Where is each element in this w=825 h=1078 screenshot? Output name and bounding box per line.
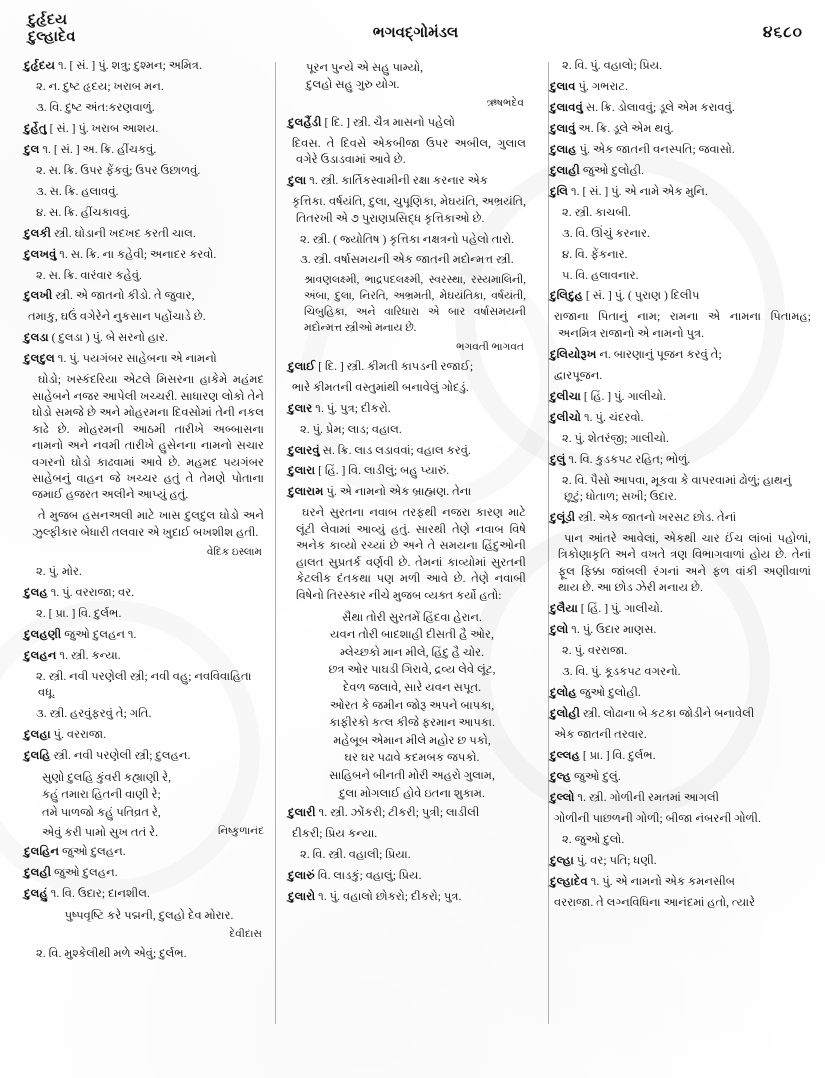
entry-sense: ૨. સ. ક્રિ. ઉપર ફેંકવું; ઉપર ઉછાળવું. — [36, 163, 201, 177]
entry-headword: દુલ્હા — [550, 853, 574, 867]
entry-sense: ૪. વિ. ફેંકનાર. — [562, 247, 628, 261]
entry-headword: દુલાવવું — [550, 100, 583, 114]
entry-sense: ૨. વિ. સ્ત્રી. વહાલી; પ્રિયા. — [300, 848, 411, 862]
entry-headword: દુલહું — [24, 887, 48, 901]
source-citation: ઋષભદેવ — [486, 97, 524, 109]
guideword-last: દુલ્હાદેવ — [28, 29, 76, 46]
entry-continuation: એક જાતની તરવાર. — [554, 727, 647, 741]
dictionary-entry — [24, 748, 264, 764]
entry-headword: દુલડા — [24, 331, 49, 345]
entry-headword: દુલીચો — [550, 410, 582, 424]
entry-sense: ૩. સ્ત્રી. વર્ષાસમયની એક જાતની મદોન્મત્ત સ્ત્રી. — [300, 253, 514, 267]
entry-sense: ૩. વિ. દુષ્ટ અંત:કરણવાળું. — [36, 100, 155, 114]
dictionary-entry — [24, 330, 264, 346]
dictionary-entry — [24, 727, 264, 743]
entry-definition: પું. એ નામનો એક બ્રાહ્મણ. તેના — [323, 485, 472, 499]
entry-headword: દુલહિ — [24, 748, 51, 762]
entry-continuation: રાજાના પિતાનું નામ; રામના એ નામના પિતામહ; અનમિત્ર રાજાનો એ નામનો પુત્ર. — [554, 310, 811, 340]
entry-headword: દુલીચા — [550, 389, 581, 403]
dictionary-entry — [550, 288, 811, 304]
column-1 — [24, 58, 276, 1064]
entry-headword: દુલખી — [24, 289, 53, 303]
entry-definition: પું. વર; પતિ; ધણી. — [573, 853, 657, 867]
entry-sense: ૩. વિ. ઊંચું કરનાર. — [562, 226, 650, 240]
entry-definition: ૧. પું. વહાલો છોકરો; દીકરો; પુત્ર. — [315, 890, 462, 904]
entry-definition: જુઓ દુલહન. — [51, 866, 118, 880]
page-number: ૪૬૮૦ — [762, 24, 803, 41]
verse-quotation — [24, 769, 264, 821]
verse-line: દુલહો સહુ ગુરુ યોગ. — [306, 78, 400, 92]
verse-quotation — [288, 59, 526, 94]
dictionary-entry — [550, 601, 811, 617]
book-title: ભગવદ્‌ગોમંડલ — [372, 25, 459, 41]
entry-definition: ૧. સ્ત્રી. ગોળીની રમતમાં આગલી — [574, 790, 720, 804]
dictionary-entry — [550, 389, 811, 405]
dictionary-entry — [24, 886, 264, 902]
entry-headword: દુલાઈ — [288, 359, 316, 373]
dictionary-entry — [550, 100, 811, 116]
entry-definition: ૧. પું. એ નામનો એક કમનસીબ — [587, 874, 736, 888]
entry-headword: દુલહ — [24, 585, 48, 599]
entry-headword: દુલહન — [24, 648, 57, 662]
entry-definition: ૧. સ્ત્રી. ઝોંકરી; ટીકરી; પુત્રી; લાડીલી — [315, 806, 480, 820]
verse-line: તમે પાળજો કહું પતિવ્રત રે, — [42, 805, 161, 819]
dictionary-entry — [24, 627, 264, 643]
entry-definition: પું. ગભરાટ. — [575, 79, 629, 93]
entry-definition: ૧. પું. ઉદાર માણસ. — [568, 623, 657, 637]
entry-sense: ૩. વિ. પું. કૂડકપટ વગરનો. — [562, 665, 681, 679]
dictionary-entry — [550, 748, 811, 764]
verse-quotation — [288, 609, 526, 803]
entry-headword: દુલારું — [288, 869, 315, 883]
entry-sense: ૨. વિ. પું. વહાલો; પ્રિય. — [562, 59, 663, 72]
dictionary-entry — [24, 226, 264, 242]
entry-headword: દુલારામ — [288, 485, 324, 499]
verse-line: ઓરત કે જમીન જોરૂ અપને બાપકા, — [329, 698, 495, 712]
dictionary-entry — [550, 410, 811, 426]
entry-headword: દુલ્હાદેવ — [550, 874, 588, 888]
entry-sense: ૨. સ્ત્રી. નવી પરણેલી સ્ત્રી; નવી વહુ; નવવિવાહિતા વધૂ. — [36, 669, 252, 700]
entry-headword: દુલિ — [550, 184, 569, 198]
entry-continuation: ગોળીની પાછળની ગોળી; બીજા નંબરની ગોળી. — [554, 811, 761, 825]
dictionary-entry — [288, 463, 526, 479]
dictionary-entry — [550, 347, 811, 363]
entry-headword: દુલારવું — [288, 443, 320, 457]
entry-definition: સ્ત્રી. નવી પરણેલી સ્ત્રી; દુલહન. — [50, 748, 191, 762]
entry-definition: જુઓ દુલોહી. — [579, 163, 645, 177]
entry-headword: દુલહા — [24, 727, 51, 741]
dictionary-entry — [550, 121, 811, 137]
dictionary-entry — [550, 685, 811, 701]
entry-sense: ૨. [ પ્રા. ] વિ. દુર્લભ. — [36, 606, 122, 620]
entry-definition: ૧. વિ. ઉદાર; દાનશીલ. — [47, 887, 150, 901]
entry-definition: ૧. વિ. કુડકપટ રહિત; ભોળું. — [565, 452, 691, 466]
dictionary-entry — [288, 359, 526, 375]
dictionary-entry — [550, 142, 811, 158]
dictionary-entry — [550, 622, 811, 638]
entry-sense: ૫. વિ. હલાવનાર. — [562, 268, 639, 282]
entry-definition: [ હિં. ] વિ. લાડીલું; બહુ પ્યારું. — [315, 464, 450, 478]
entry-headword: દુલું — [550, 452, 566, 466]
dictionary-entry — [24, 351, 264, 367]
verse-line: કહું તમારા હિતની વાણી રે; — [42, 788, 161, 802]
verse-line: મહેબૂબ એમાન મીલે મહોર છ પકો, — [333, 733, 491, 747]
verse-line: દેવળ જલાવે, સારે યવન સપૂત. — [342, 681, 482, 695]
dictionary-entry — [288, 115, 526, 131]
entry-headword: દુલોહી — [550, 707, 581, 720]
entry-headword: દુલખવું — [24, 247, 57, 261]
dictionary-entry — [288, 889, 526, 905]
entry-continuation: દ્વારપૂજન. — [554, 368, 603, 382]
column-container — [24, 58, 811, 1064]
entry-definition: [ પ્રા. ] વિ. દુર્લભ. — [579, 748, 656, 762]
entry-definition: સ. ક્રિ. ડોલાવવું; ડૂલે એમ કરાવવું. — [582, 100, 735, 114]
source-citation: ભગવતી ભાગવત — [456, 341, 524, 353]
entry-headword: દુલાવ — [550, 79, 576, 93]
dictionary-entry — [24, 585, 264, 601]
dictionary-entry — [288, 401, 526, 417]
dictionary-entry — [550, 163, 811, 179]
entry-sense: ૨. સ. ક્રિ. વારંવાર કહેવું. — [36, 268, 142, 282]
entry-definition: ૧. સ્ત્રી. કાર્તિકસ્વામીની રક્ષા કરનાર એક — [306, 174, 488, 188]
entry-headword: દુલકી — [24, 226, 52, 240]
verse-line: દુલા મોગલાઈ હોવે ઇતના શુકામ. — [339, 786, 485, 800]
entry-definition: ૧. [ સં. ] પું. શત્રુ; દુશ્મન; અમિત્ર. — [55, 59, 202, 72]
entry-definition: જુઓ દુલહન. — [59, 845, 126, 859]
entry-continuation: તમાકુ, ઘઉં વગેરેને નુકસાન પહોંચાડે છે. — [28, 310, 206, 324]
verse-line: છત્ર ઓર પાઘડી ગિરાવે, દ્રવ્ય લેવે લૂંટ, — [328, 663, 496, 677]
entry-headword: દુલ્લો — [550, 790, 575, 804]
verse-line: મ્લેચ્છકો માન મીલે, હિંદુ હૈ ચોર. — [340, 645, 484, 659]
dictionary-entry — [550, 510, 811, 526]
entry-continuation: દીકરી; પ્રિય કન્યા. — [292, 827, 378, 841]
source-citation: દેવીદાસ — [229, 928, 262, 940]
guideword-first: દુર્હૃદય — [28, 12, 68, 28]
entry-definition: [ સં. ] પું. ( પુરાણ ) દિલીપ — [583, 289, 700, 303]
dictionary-entry — [288, 484, 526, 500]
entry-headword: દુલહિન — [24, 845, 60, 859]
entry-sense: ૨. વિ. પૈસો આપવા, મૂકવા કે વાપરવામાં ઢોળું; હાથનું છૂટું; ધોતાળ; સખી; ઉદાર. — [562, 473, 792, 504]
entry-headword: દુર્હેતુ — [24, 121, 47, 135]
entry-definition: સ. ક્રિ. લાડ લડાવવાં; વહાલ કરવું. — [319, 443, 471, 457]
entry-headword: દુલાહ — [550, 142, 577, 156]
entry-definition: અ. ક્રિ. ડૂલે એમ થવું. — [575, 121, 674, 135]
entry-paragraph: ઘરને સુરતના નવાબ તરફથી નજરા કારણ માટે લૂંટી લેવામાં આવ્યું હતું. સારથી તેણે નવાબ વિષે અનેક કાવ્યો રચ્યાં છે અને તે સમયના હિંદુઓની હાલત સુપ્રતર્ક વર્ણવી છે. તેમનાં કાવ્યોમાં સુરતની કેટલીક દંતકથા પણ મળી આવે છે. તેણે નવાબી વિષેનો તિરસ્કાર નીચે મુજબ વ્યક્ત કર્યો હતો: — [296, 506, 526, 602]
entry-definition: ૧. સ્ત્રી. કન્યા. — [56, 648, 121, 662]
entry-definition: [ દિ. ] સ્ત્રી. કીમતી કાપડની રજાઈ; — [315, 359, 474, 373]
entry-sense: ૨. સ્ત્રી. ( જ્યોતિષ ) કૃત્તિકા નક્ષત્રનો પહેલો તારો. — [300, 232, 515, 246]
entry-definition: ( દુલડા ) પું. બે સરનો હાર. — [48, 331, 168, 345]
entry-definition: સ્ત્રી. ઘોડાની ખદખદ કરતી ચાલ. — [51, 226, 196, 240]
entry-sense: ૩. સ. ક્રિ. હલાવવું. — [36, 184, 119, 198]
verse-line: યવન તોરી બાદશાહી દીસતી હૈ ઓર, — [330, 628, 494, 642]
running-head — [28, 12, 803, 56]
source-citation: નિષ્કુળાનંદ — [217, 826, 264, 838]
dictionary-entry — [288, 805, 526, 821]
verse-line: પૂરન પુન્યે એ સહુ પામ્યો, — [306, 61, 424, 74]
entry-headword: દુલિદુહ — [550, 289, 583, 303]
dictionary-entry — [550, 79, 811, 95]
entry-headword: દુલોહ — [550, 686, 577, 700]
entry-headword: દુલાર — [288, 401, 313, 415]
column-2 — [276, 58, 538, 1064]
entry-headword: દુલારા — [288, 464, 316, 478]
dictionary-entry — [550, 790, 811, 806]
entry-definition: [ દિ. ] સ્ત્રી. ચૈત્ર માસનો પહેલો — [321, 115, 456, 129]
entry-definition: જુઓ દુલોહી. — [576, 686, 641, 700]
entry-definition: સ્ત્રી. એ જાતનો કીડો. તે જુવાર, — [52, 289, 195, 303]
dictionary-entry — [24, 865, 264, 881]
entry-continuation: ભારે કીમતની વસ્તુમાંથી બનાવેલું ગોદડું. — [292, 380, 469, 394]
entry-definition: સ્ત્રી. એક જાતનો ખરસટ છોડ. તેનાં — [575, 510, 737, 524]
entry-definition: જુઓ દુલું. — [571, 769, 621, 783]
dictionary-entry — [24, 247, 264, 263]
column-3 — [538, 58, 811, 1064]
entry-headword: દુલા — [288, 174, 307, 188]
dictionary-entry — [24, 142, 264, 158]
entry-headword: દુલારો — [288, 890, 316, 904]
entry-enumeration: શ્રાવણલક્ષ્મી, ભાદ્રપદલક્ષ્મી, સ્વરસ્થા, રસ્યમાલિની, અંબા, દુલા, નિરતિ, અભ્રમતી, મેઘયંતિકા, વર્ષયંતી, ચિબુહિકા, અને વારિધારા એ બાર વર્ષાસમયની મદોન્મત્ત સ્ત્રીઓ મનાય છે. — [304, 274, 526, 334]
entry-headword: દુલૈયા — [550, 602, 578, 616]
entry-definition: ૧. પું. ચંદરવો. — [581, 410, 644, 424]
entry-headword: દુલહી — [24, 866, 52, 880]
entry-headword: દુલહણી — [24, 627, 62, 641]
verse-line: એવું કરી પામો સુખ તતં રે. — [42, 826, 159, 840]
entry-headword: દુલદુલ — [24, 352, 55, 366]
dictionary-entry — [288, 868, 526, 884]
entry-definition: [ હિં. ] પું. ગાલીચો. — [577, 602, 663, 616]
entry-sense: ૪. સ. ક્રિ. હીંચકાવવું. — [36, 205, 130, 219]
entry-paragraph: પાન આંતરે આવેલાં, એકથી ચાર ઈંચ લાંબાં પહોળાં, ત્રિકોણાકૃતિ અને વખતે ત્રણ વિભાગવાળાં હોય છે. તેનાં ફૂલ ફિક્કા જાંબલી રંગનાં અને ફળ વાંકી અણીવાળાં થાય છે. આ છોડ ઝેરી મનાય છે. — [558, 531, 811, 595]
verse-quotation-with-citation — [24, 824, 264, 841]
dictionary-entry — [288, 173, 526, 189]
dictionary-entry — [24, 288, 264, 304]
source-citation: વેદિક ઇસ્લામ — [206, 546, 262, 558]
entry-paragraph: તે મુજબ હસનઅલી માટે ખાસ દુલદુલ ઘોડો અને ઝુલ્ફીકાર બેધારી તલવાર એ ખુદાઈ બખશીશ હતી. — [32, 509, 264, 539]
entry-headword: દુર્હૃદય — [24, 59, 56, 72]
entry-paragraph: ઘોડો; ખસ્કંદરિયા એટલે મિસરના હાકેમે મહંમદ સાહેબને નજર આપેલી ખચ્ચરી. સાધારણ લોકો તેને ઘોડો સમજે છે અને મોહરમના દિવસોમાં તેની નકલ કાઢે છે. મોહરમની આઠમી તારીખે અબ્બાસના નામનો અને નવમી તારીખે હુસેનના નામનો સચાર વગરનો ઘોડો કાઢવામાં આવે છે. મહમદ પયગંબર સાહેબનું વાહન જે ખચ્ચર હતું તે તેમણે પોતાના જમાઈ હજરત અલીને આપ્યું હતું. — [32, 373, 264, 502]
entry-sense: ૨. પું. વરરાજા. — [562, 644, 628, 658]
entry-definition: ૧. પું. પુત્ર; દીકરો. — [312, 401, 391, 415]
dictionary-entry — [288, 443, 526, 459]
entry-headword: દુલ્હ — [550, 769, 572, 783]
entry-sense: ૨. જુઓ દુલો. — [562, 832, 625, 846]
entry-headword: દુલૂંડી — [550, 510, 576, 524]
entry-definition: ન. બારણાનું પૂજન કરવું તે; — [596, 347, 722, 361]
entry-headword: દુલિયોરૂખ — [550, 347, 597, 361]
entry-definition: જુઓ દુલહન ૧. — [61, 627, 137, 641]
verse-line: સુણો દુલહિ કુંવરી કહ્યાણી રે, — [42, 770, 172, 784]
dictionary-entry — [550, 853, 811, 869]
dictionary-entry — [550, 769, 811, 785]
entry-definition: ૧. પું. પયગંબર સાહેબના એ નામનો — [54, 352, 217, 366]
verse-line: કાફીરકો કત્લ કીજે ફરમાન આપકા. — [329, 716, 495, 730]
entry-sense: ૨. વિ. મુશ્કેલીથી મળે એવું; દુર્લભ. — [36, 946, 187, 960]
dictionary-entry — [24, 844, 264, 860]
entry-definition: સ્ત્રી. લોઢાના બે કટકા જોડીને બનાવેલી — [580, 707, 755, 720]
entry-headword: દુલાહી — [550, 163, 580, 177]
dictionary-entry — [24, 58, 264, 74]
entry-definition: [ હિં. ] પું. ગાલીચો. — [580, 389, 666, 403]
dictionary-entry — [24, 121, 264, 137]
dictionary-entry — [550, 706, 811, 722]
entry-continuation: વરરાજા. તે લગ્નવિધિના આનંદમાં હતો, ત્યારે — [554, 895, 756, 909]
entry-definition: પું. એક જાતની વનસ્પતિ; જવાસો. — [576, 142, 735, 156]
entry-sense: ૨. સ્ત્રી. કાચબી. — [562, 205, 631, 219]
entry-sense: ૨. ન. દુષ્ટ હૃદય; ખરાબ મન. — [36, 79, 164, 93]
entry-sense: ૨. પું. શેતરંજી; ગાલીચો. — [562, 431, 669, 445]
entry-headword: દુલ્લહ — [550, 748, 580, 762]
dictionary-entry — [550, 184, 811, 200]
entry-definition: વિ. લાડકું; વહાલું; પ્રિય. — [314, 869, 422, 883]
verse-quotation — [24, 907, 264, 925]
entry-headword: દુલારી — [288, 806, 316, 820]
entry-headword: દુલો — [550, 623, 569, 637]
entry-definition: ૧. સ. ક્રિ. ના કહેવી; અનાદર કરવો. — [56, 247, 217, 261]
entry-headword: દુલાવું — [550, 121, 576, 135]
entry-sense: ૨. પું. પ્રેમ; લાડ; વહાલ. — [300, 422, 402, 436]
entry-continuation: કૃત્તિકા. વર્ષયંતિ, દુલા, ચુપૂણિકા, મેઘયંતિ, અભ્રયંતિ, તિતરખી એ ૭ પુરાણપ્રસિદ્ધ કૃત્તિકાઓ છે. — [292, 195, 526, 225]
entry-sense: ૩. સ્ત્રી. હરવુંફરવું તે; ગતિ. — [36, 707, 152, 721]
entry-definition: ૧. [ સં. ] પું. એ નામે એક મુનિ. — [568, 184, 708, 198]
entry-headword: દુલહૈંડી — [288, 115, 322, 129]
entry-sense: ૨. પું. મોર. — [36, 564, 82, 578]
verse-line: સૈથા તોરી સુરતમેં હિંદવા હેરાન. — [342, 610, 482, 624]
entry-continuation: દિવસ. તે દિવસે એકબીજા ઉપર અબીલ, ગુલાલ વગેરે ઉડાડવામાં આવે છે. — [292, 136, 526, 167]
entry-definition: ૧. પું. વરરાજા; વર. — [47, 585, 135, 599]
verse-line: સાહિબને બીનતી મોરી અહરો ગુલામ, — [329, 769, 495, 783]
entry-definition: ૧. [ સં. ] અ. ક્રિ. હીંચકવું. — [39, 142, 157, 156]
verse-line: ઘર ઘર પઢાવે કદમબક જપકો. — [344, 751, 480, 765]
entry-definition: પું. વરરાજા. — [50, 727, 107, 741]
entry-definition: [ સં. ] પું. ખરાબ આશય. — [46, 121, 159, 135]
dictionary-entry — [550, 874, 811, 890]
entry-headword: દુલ — [24, 142, 40, 156]
verse-line: પુષ્પવૃષ્ટિ કરે પદ્મની, દુલહો દેવ મોરાર. — [64, 909, 234, 923]
dictionary-entry — [550, 452, 811, 468]
dictionary-entry — [24, 648, 264, 664]
